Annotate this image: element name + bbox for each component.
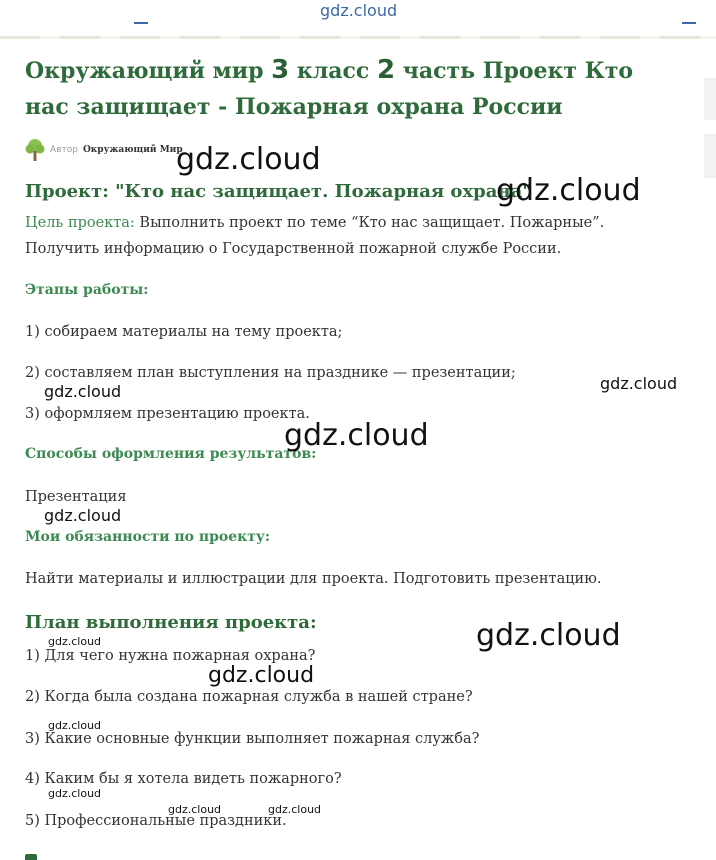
plan-item: 1) Для чего нужна пожарная охрана? — [25, 648, 316, 664]
stage-item: 2) составляем план выступления на празднике — презентации; — [25, 365, 516, 381]
menu-marker — [682, 22, 696, 24]
site-logo-watermark[interactable]: gdz.cloud — [320, 1, 398, 20]
duties-label: Мои обязанности по проекту: — [25, 529, 271, 545]
plan-item: 2) Когда была создана пожарная служба в нашей стране? — [25, 689, 473, 705]
watermark: gdz.cloud — [496, 173, 641, 208]
goal-label: Цель проекта: — [25, 215, 135, 231]
stage-item: 3) оформляем презентацию проекта. — [25, 406, 310, 422]
watermark: gdz.cloud — [268, 803, 322, 816]
watermark: gdz.cloud — [48, 787, 102, 800]
watermark: gdz.cloud — [48, 635, 102, 648]
watermark: gdz.cloud — [44, 506, 122, 525]
watermark: gdz.cloud — [284, 418, 429, 453]
sidebar-edge — [704, 134, 716, 178]
next-heading-fragment — [25, 852, 39, 860]
stage-item: 1) собираем материалы на тему проекта; — [25, 324, 343, 340]
project-heading: Проект: "Кто нас защищает. Пожарная охрана" — [25, 181, 532, 202]
watermark: gdz.cloud — [168, 803, 222, 816]
methods-label: Способы оформления результатов: — [25, 446, 317, 462]
author-line — [24, 138, 183, 162]
watermark: gdz.cloud — [600, 374, 678, 393]
plan-item: 5) Профессиональные праздники. — [25, 813, 287, 829]
breadcrumb — [0, 36, 716, 39]
menu-marker — [134, 22, 148, 24]
watermark: gdz.cloud — [476, 618, 621, 653]
author-name[interactable]: Окружающий Мир — [82, 145, 183, 155]
goal-text: Выполнить проект по теме “Кто нас защищает. Пожарные”. Получить информацию о Государственной пожарной службе России. — [25, 215, 605, 257]
watermark: gdz.cloud — [176, 142, 321, 177]
duties-text: Найти материалы и иллюстрации для проекта. Подготовить презентацию. — [25, 571, 602, 587]
tree-icon — [24, 138, 46, 162]
plan-heading: План выполнения проекта: — [25, 612, 317, 633]
plan-item: 3) Какие основные функции выполняет пожарная служба? — [25, 731, 480, 747]
project-goal — [25, 210, 665, 262]
plan-item: 4) Каким бы я хотела видеть пожарного? — [25, 771, 342, 787]
methods-text: Презентация — [25, 489, 127, 505]
author-label: Автор — [50, 145, 78, 155]
watermark: gdz.cloud — [208, 663, 315, 688]
sidebar-edge — [704, 78, 716, 120]
watermark: gdz.cloud — [44, 382, 122, 401]
stages-label: Этапы работы: — [25, 282, 149, 298]
watermark: gdz.cloud — [48, 719, 102, 732]
page-title: Окружающий мир 3 класс 2 часть Проект Кто нас защищает - Пожарная охрана России — [25, 55, 634, 120]
